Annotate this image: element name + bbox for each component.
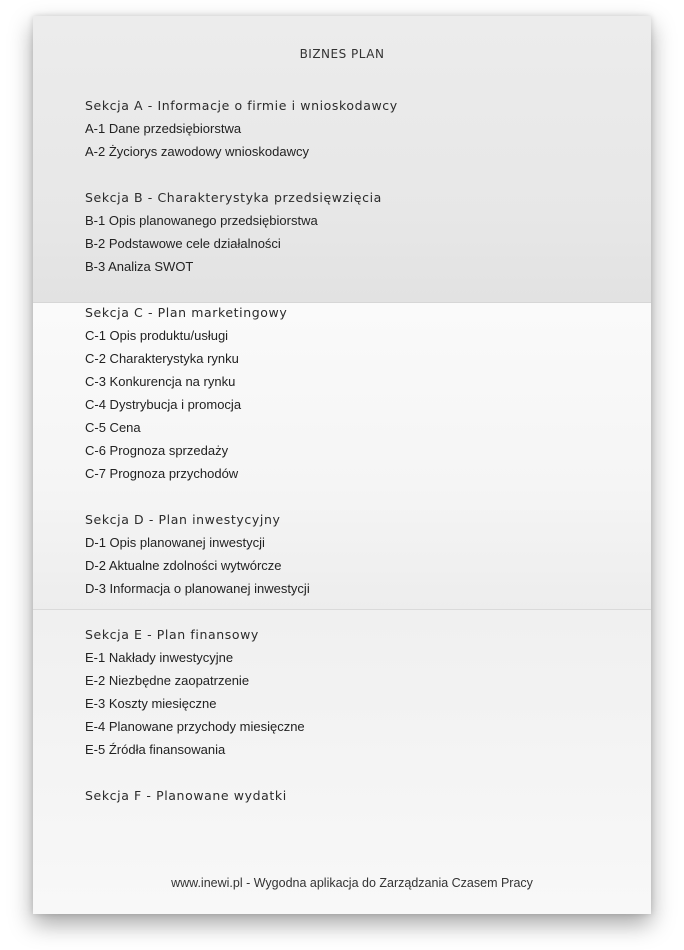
list-item: B-2 Podstawowe cele działalności bbox=[85, 236, 281, 251]
list-item: C-1 Opis produktu/usługi bbox=[85, 328, 229, 343]
document-page bbox=[33, 16, 651, 914]
section-a bbox=[85, 94, 625, 163]
footer-text: www.inewi.pl - Wygodna aplikacja do Zarządzania Czasem Pracy bbox=[171, 876, 533, 890]
section-d bbox=[85, 508, 625, 600]
section-e bbox=[85, 623, 625, 761]
section-f bbox=[85, 784, 625, 807]
list-item: B-1 Opis planowanego przedsiębiorstwa bbox=[85, 213, 318, 228]
list-item: D-3 Informacja o planowanej inwestycji bbox=[85, 581, 310, 596]
list-item: E-4 Planowane przychody miesięczne bbox=[85, 719, 305, 734]
list-item: B-3 Analiza SWOT bbox=[85, 259, 194, 274]
list-item: C-2 Charakterystyka rynku bbox=[85, 351, 239, 366]
list-item: C-6 Prognoza sprzedaży bbox=[85, 443, 229, 458]
list-item: D-1 Opis planowanej inwestycji bbox=[85, 535, 265, 550]
section-title: Sekcja F - Planowane wydatki bbox=[85, 788, 287, 803]
list-item: C-5 Cena bbox=[85, 420, 141, 435]
section-b bbox=[85, 186, 625, 278]
section-title: Sekcja B - Charakterystyka przedsięwzięcia bbox=[85, 190, 382, 205]
list-item: C-3 Konkurencja na rynku bbox=[85, 374, 236, 389]
list-item: C-7 Prognoza przychodów bbox=[85, 466, 239, 481]
list-item: C-4 Dystrybucja i promocja bbox=[85, 397, 242, 412]
list-item: D-2 Aktualne zdolności wytwórcze bbox=[85, 558, 282, 573]
list-item: A-1 Dane przedsiębiorstwa bbox=[85, 121, 242, 136]
list-item: A-2 Życiorys zawodowy wnioskodawcy bbox=[85, 144, 309, 159]
list-item: E-2 Niezbędne zaopatrzenie bbox=[85, 673, 250, 688]
section-title: Sekcja D - Plan inwestycyjny bbox=[85, 512, 281, 527]
list-item: E-1 Nakłady inwestycyjne bbox=[85, 650, 234, 665]
list-item: E-3 Koszty miesięczne bbox=[85, 696, 217, 711]
section-title: Sekcja C - Plan marketingowy bbox=[85, 305, 288, 320]
section-c bbox=[85, 301, 625, 485]
document-title: BIZNES PLAN bbox=[299, 47, 385, 61]
table-of-contents bbox=[85, 94, 625, 830]
section-title: Sekcja A - Informacje o firmie i wnioskodawcy bbox=[85, 98, 398, 113]
list-item: E-5 Źródła finansowania bbox=[85, 742, 226, 757]
section-title: Sekcja E - Plan finansowy bbox=[85, 627, 259, 642]
